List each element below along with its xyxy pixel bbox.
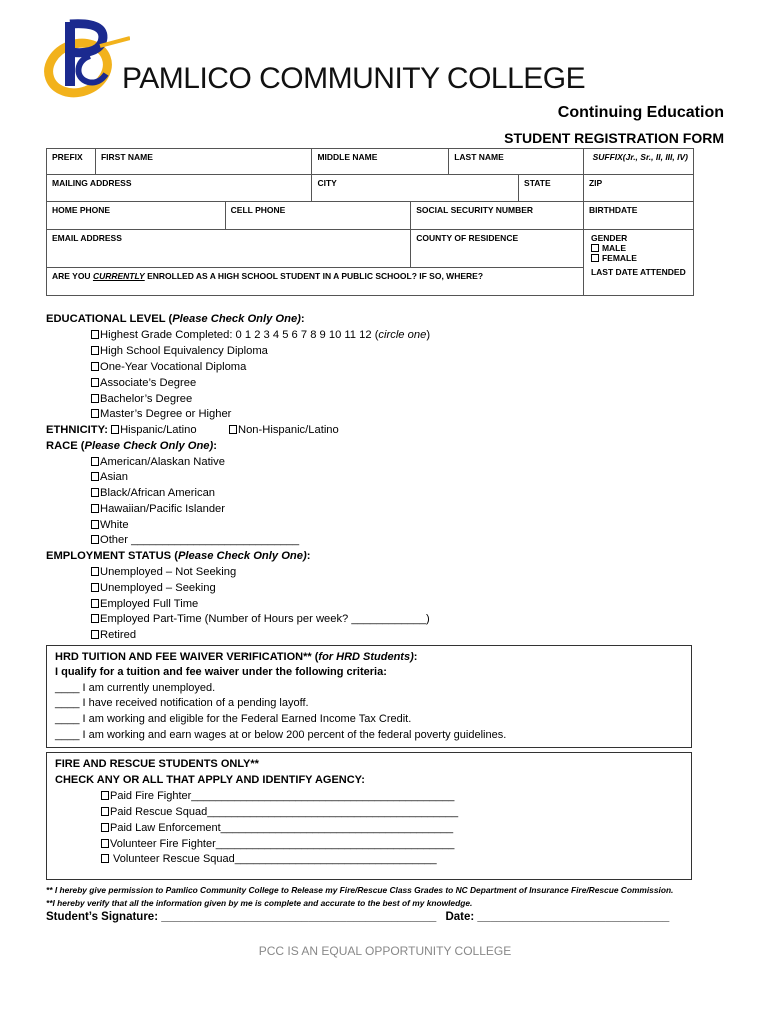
hrd-subheading: I qualify for a tuition and fee waiver under the following criteria: [55,666,387,678]
hrd-criteria-item[interactable]: ____ I have received notification of a pending layoff. [55,697,309,709]
checkbox-icon [91,409,99,418]
checkbox-icon [91,614,99,623]
department-title: Continuing Education [557,104,724,121]
education-option-grade[interactable]: Highest Grade Completed: 0 1 2 3 4 5 6 7 8 9 10 11 12 (circle one) [91,329,430,341]
education-option[interactable]: One-Year Vocational Diploma [91,361,246,373]
last-date-attended-label: LAST DATE ATTENDED [590,267,686,277]
first-name-label: FIRST NAME [100,152,153,162]
checkbox-icon [91,394,99,403]
state-label: STATE [524,178,551,188]
city-label: CITY [317,178,337,188]
checkbox-icon [91,599,99,608]
race-option[interactable]: White [91,519,129,531]
employment-option[interactable]: Unemployed – Seeking [91,582,216,594]
gender-field [583,230,693,296]
education-option[interactable]: Master’s Degree or Higher [91,408,231,420]
checkbox-icon [101,791,109,800]
prefix-label: PREFIX [52,152,83,162]
ssn-field[interactable] [411,202,584,230]
checkbox-icon [91,535,99,544]
race-option-other[interactable]: Other ___________________________ [91,534,299,546]
checkbox-icon [101,839,109,848]
home-phone-label: HOME PHONE [52,205,111,215]
mailing-address-label: MAILING ADDRESS [52,178,132,188]
ethnicity-option-non-hispanic[interactable]: Non-Hispanic/Latino [229,424,339,436]
last-name-field[interactable] [449,149,584,175]
hrd-criteria-item[interactable]: ____ I am working and eligible for the Federal Earned Income Tax Credit. [55,713,412,725]
checkbox-icon [101,854,109,863]
verification-note: **I hereby verify that all the information given by me is complete and accurate to the best of my knowledge. [46,898,473,908]
checkbox-icon [91,630,99,639]
employment-option[interactable]: Retired [91,629,136,641]
race-option[interactable]: Black/African American [91,487,215,499]
county-label: COUNTY OF RESIDENCE [416,233,519,243]
prefix-field[interactable] [47,149,96,175]
high-school-field[interactable] [47,268,584,296]
hs-question-pre: ARE YOU [52,271,93,281]
checkbox-icon [91,330,99,339]
ssn-label: SOCIAL SECURITY NUMBER [416,205,534,215]
employment-heading: EMPLOYMENT STATUS (Please Check Only One): [46,550,311,562]
cell-phone-label: CELL PHONE [230,205,286,215]
employment-option[interactable]: Unemployed – Not Seeking [91,566,236,578]
employment-option[interactable]: Employed Part-Time (Number of Hours per week? ____________) [91,613,430,625]
ethnicity-label: ETHNICITY: [46,424,112,436]
ethnicity-option-hispanic[interactable]: Hispanic/Latino [111,424,197,436]
fire-option[interactable]: Volunteer Fire Fighter_______________________________________ [101,838,454,850]
registration-table [46,148,694,296]
education-option[interactable]: High School Equivalency Diploma [91,345,268,357]
suffix-field[interactable] [583,149,693,175]
hrd-criteria-item[interactable]: ____ I am currently unemployed. [55,682,216,694]
checkbox-icon [101,823,109,832]
checkbox-icon [91,504,99,513]
fire-option[interactable]: Paid Rescue Squad_________________________________________ [101,806,458,818]
birthdate-field[interactable] [583,202,693,230]
checkbox-icon [91,346,99,355]
college-logo [40,16,130,98]
checkbox-icon [91,520,99,529]
fire-option[interactable]: Paid Law Enforcement______________________________________ [101,822,453,834]
race-option[interactable]: Asian [91,471,128,483]
date-field[interactable]: Date: ______________________________ [445,911,670,923]
suffix-label: SUFFIX(Jr., Sr., II, III, IV) [592,152,688,162]
employment-option[interactable]: Employed Full Time [91,598,198,610]
checkbox-icon [229,425,237,434]
checkbox-icon [111,425,119,434]
female-label: FEMALE [601,253,637,263]
home-phone-field[interactable] [47,202,226,230]
hrd-heading: HRD TUITION AND FEE WAIVER VERIFICATION** (for HRD Students): [55,651,418,663]
male-label: MALE [601,243,627,253]
checkbox-icon [91,488,99,497]
race-option[interactable]: American/Alaskan Native [91,456,225,468]
middle-name-label: MIDDLE NAME [317,152,378,162]
middle-name-field[interactable] [312,149,449,175]
fire-option[interactable]: Volunteer Rescue Squad_________________________________ [101,853,437,865]
first-name-field[interactable] [95,149,311,175]
signature-row [46,911,669,923]
hs-question-post: ENROLLED AS A HIGH SCHOOL STUDENT IN A PUBLIC SCHOOL? IF SO, WHERE? [144,271,484,281]
race-option[interactable]: Hawaiian/Pacific Islander [91,503,225,515]
birthdate-label: BIRTHDATE [588,205,638,215]
female-checkbox[interactable] [591,254,599,262]
checkbox-icon [91,362,99,371]
hrd-criteria-item[interactable]: ____ I am working and earn wages at or below 200 percent of the federal poverty guidelines. [55,729,507,741]
ethnicity-row [46,424,197,436]
education-option[interactable]: Bachelor’s Degree [91,393,192,405]
male-checkbox[interactable] [591,244,599,252]
email-label: EMAIL ADDRESS [52,233,122,243]
zip-field[interactable] [583,175,693,202]
zip-label: ZIP [588,178,603,188]
last-name-label: LAST NAME [454,152,504,162]
mailing-address-field[interactable] [47,175,312,202]
checkbox-icon [101,807,109,816]
student-signature-field[interactable]: Student’s Signature: ___________________________________________ [46,911,437,923]
email-field[interactable] [47,230,411,268]
equal-opportunity-statement: PCC IS AN EQUAL OPPORTUNITY COLLEGE [258,944,512,958]
form-title: STUDENT REGISTRATION FORM [504,130,724,146]
checkbox-icon [91,457,99,466]
county-field[interactable] [411,230,584,268]
checkbox-icon [91,472,99,481]
release-permission-note: ** I hereby give permission to Pamlico Community College to Release my Fire/Rescue Class Grades to NC Department of Insurance Fire/Rescue Commission. [46,885,674,895]
cell-phone-field[interactable] [225,202,411,230]
gender-label: GENDER [590,233,628,243]
checkbox-icon [91,583,99,592]
checkbox-icon [91,378,99,387]
city-field[interactable] [312,175,519,202]
fire-option[interactable]: Paid Fire Fighter___________________________________________ [101,790,454,802]
college-name: PAMLICO COMMUNITY COLLEGE [122,62,586,95]
education-heading: EDUCATIONAL LEVEL (Please Check Only One): [46,313,305,325]
education-option[interactable]: Associate’s Degree [91,377,196,389]
hs-question-emphasis: CURRENTLY [92,271,145,281]
checkbox-icon [91,567,99,576]
fire-heading: FIRE AND RESCUE STUDENTS ONLY** [55,758,259,770]
race-heading: RACE (Please Check Only One): [46,440,217,452]
state-field[interactable] [519,175,584,202]
fire-subheading: CHECK ANY OR ALL THAT APPLY AND IDENTIFY AGENCY: [55,774,365,786]
